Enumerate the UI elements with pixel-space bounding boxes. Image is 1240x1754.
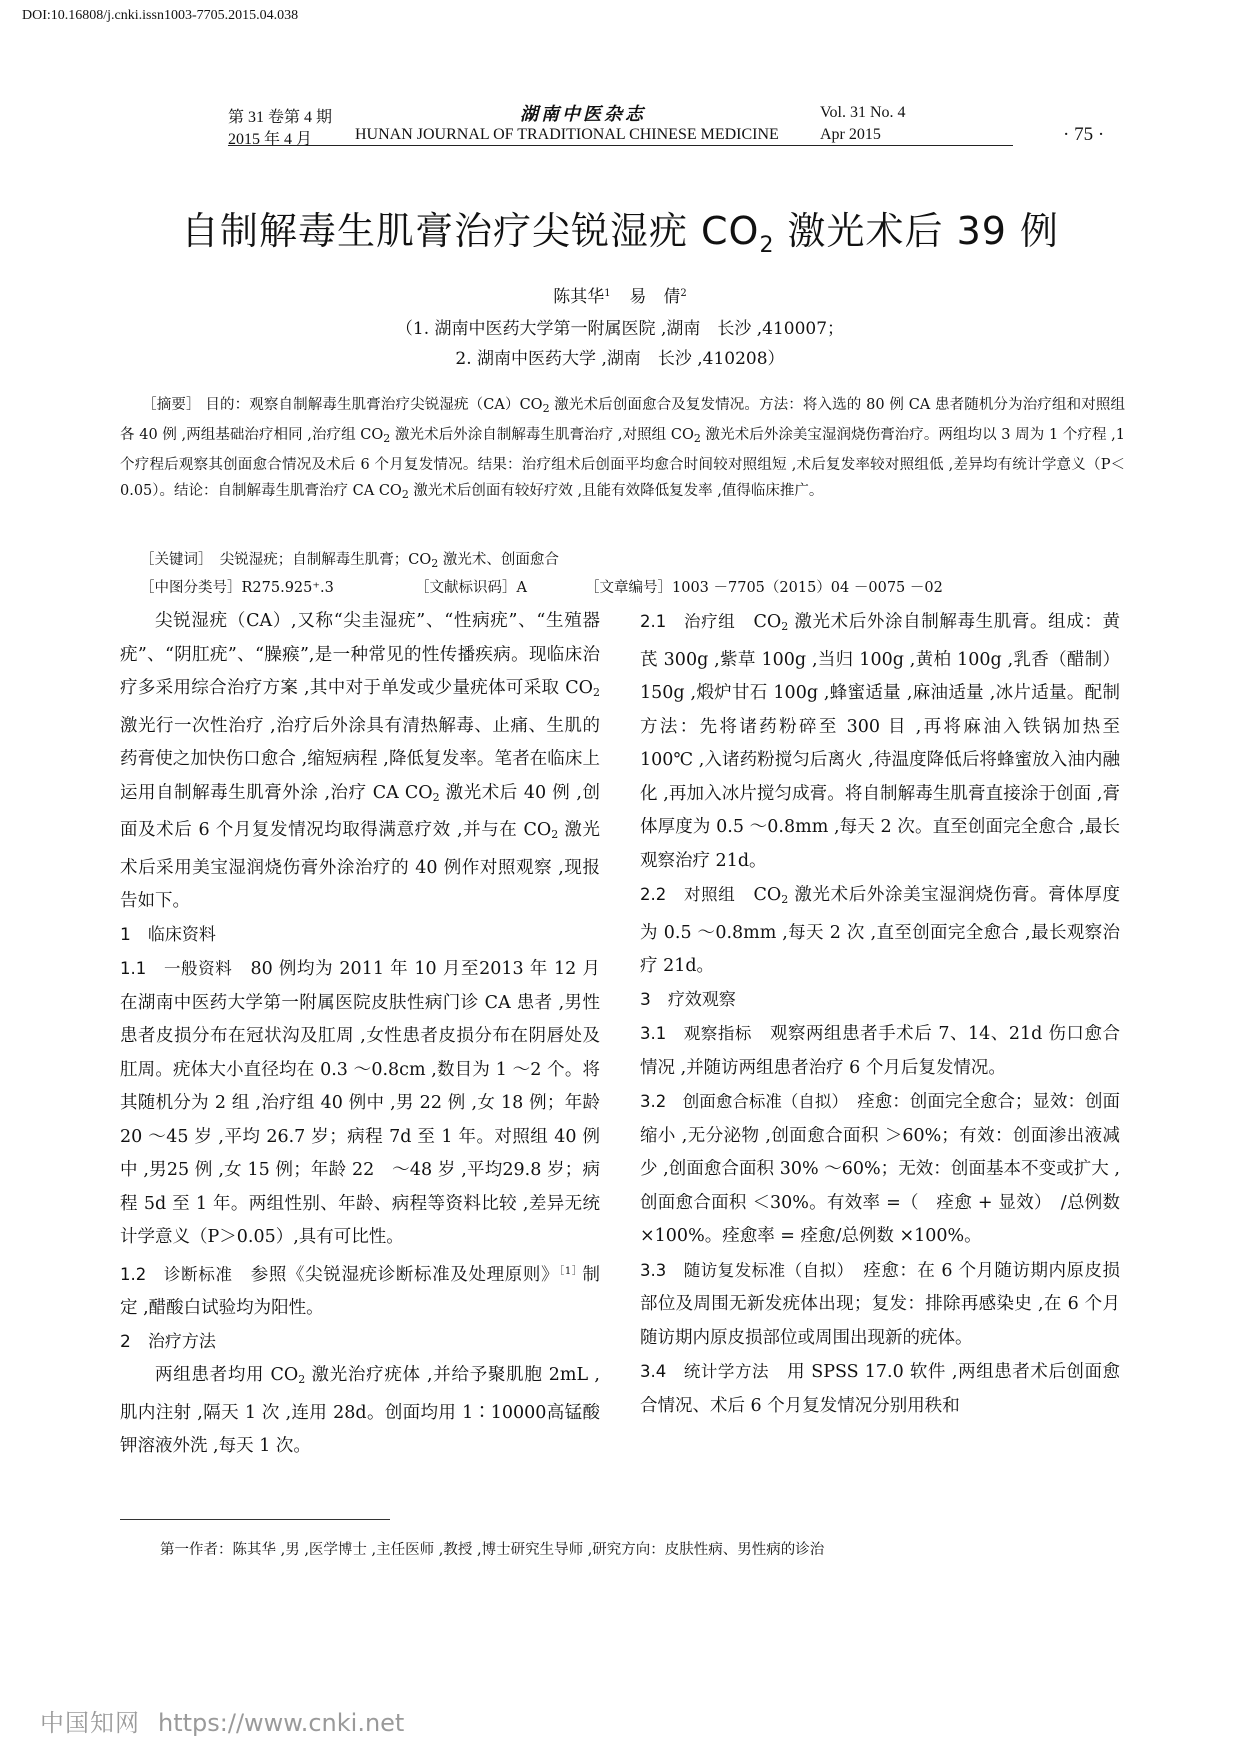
section-3-2-text: 痊愈：创面完全愈合；显效：创面缩小 ,无分泌物 ,创面愈合面积 ＞60%；有效：创面渗出液减少 ,创面愈合面积 30% ～60%；无效：创面基本不变或扩大 ,创面愈合面积 ＜30%。有效率 =（ 痊愈 + 显效） /总例数 ×100%。痊愈率 = 痊愈/总例数 ×100%。 [640,1092,1120,1246]
abstract-text: 目的：观察自制解毒生肌膏治疗尖锐湿疣（CA）CO [200,397,543,413]
section-3-4-heading: 3.4 统计学方法 [640,1362,770,1381]
section-2-text: 两组患者均用 CO [155,1365,299,1385]
author-2: 易 倩 [629,287,681,307]
abstract-text: 激光术后创面有较好疗效 ,且能有效降低复发率 ,值得临床推广。 [408,483,824,499]
cnki-logo: 中国知网 [40,1709,140,1737]
header-date-cn: 2015 年 4 月 [228,131,313,148]
classification-code: ［中图分类号］R275.925⁺.3 [140,580,334,596]
section-3-4-text: 用 SPSS 17.0 软件 ,两组患者术后创面愈合情况、术后 6 个月复发情况分别用秩和 [640,1362,1120,1416]
intro-paragraph: 尖锐湿疣（CA）,又称“尖圭湿疣”、“性病疣”、“生殖器疣”、“阴肛疣”、“臊瘊”,是一种常见的性传播疾病。现临床治疗多采用综合治疗方案 ,其中对于单发或少量疣体可采取 $CO_2$ 激光行一次性治疗 ,治疗后外涂具有清热解毒、止痛、生肌的药膏使之加快伤口愈合 ,缩短病程 ,降低复发率。笔者在临床上运用自制解毒生肌膏外涂 ,治疗 CA $CO_2$ 激光术后 40 例 ,创面及术后 6 个月复发情况均取得满意疗效 ,并与在 $CO_2$ 激光术后采用美宝湿润烧伤膏外涂治疗的 40 例作对照观察 ,现报告如下。 [120,611,600,911]
article-title [0,200,1240,258]
title-text-end: 激光术后 39 例 [774,209,1060,253]
section-2-1-text: CO [735,612,782,632]
section-2-paragraph: 两组患者均用 $CO_2$ 激光治疗疣体 ,并给予聚肌胞 2mL ,肌内注射 ,隔天 1 次 ,连用 28d。创面均用 1∶10000高锰酸钾溶液外洗 ,每天 1 次。 [120,1365,600,1456]
header-date-en: Apr 2015 [820,126,881,143]
document-code: ［文献标识码］A [415,580,527,596]
intro-text: 激光术后 40 例 ,创面及术后 6 个月复发情况均取得满意疗效 ,并与在 CO [120,782,600,840]
section-1-2-heading: 1.2 诊断标准 [120,1264,233,1284]
cnki-watermark [40,1703,404,1738]
section-3-3 [640,1254,1120,1356]
section-2-2-text: 激光术后外涂美宝湿润烧伤膏。膏体厚度为 0.5 ～0.8mm ,每天 2 次 ,直至创面完全愈合 ,最长观察治疗 21d。 [640,885,1120,976]
section-3-3-heading: 3.3 随访复发标准（自拟） [640,1260,846,1280]
cnki-url: https://www.cnki.net [158,1709,405,1737]
header-volume-cn: 第 31 卷第 4 期 [228,109,333,126]
abstract: ［摘要］ 目的：观察自制解毒生肌膏治疗尖锐湿疣$(CA)CO_2$ 激光术后创面愈合及复发情况。方法：将入选的 80 例 CA 患者随机分为治疗组和对照组各 40 例 ,两组基础治疗相同 ,治疗组 $CO_2$ 激光术后外涂自制解毒生肌膏治疗 ,对照组 $CO_2$ 激光术后外涂美宝湿润烧伤膏治疗。两组均以 3 周为 1 个疗程 ,1 个疗程后观察其创面愈合情况及术后 6 个月复发情况。结果：治疗组术后创面平均愈合时间较对照组短 ,术后复发率较对照组低 ,差异均有统计学意义（P＜0.05）。结论：自制解毒生肌膏治疗 CA $CO_2$ 激光术后创面有较好疗效 ,且能有效降低复发率 ,值得临床推广。 [120,397,1126,501]
author-1-affil: 1 [604,288,611,299]
intro-text: 尖锐湿疣（CA）,又称“尖圭湿疣”、“性病疣”、“生殖器疣”、“阴肛疣”、“臊瘊”,是一种常见的性传播疾病。现临床治疗多采用综合治疗方案 ,其中对于单发或少量疣体可采取 CO [120,611,600,698]
abstract-label: ［摘要］ [142,397,201,413]
section-1-2 [120,1255,600,1326]
affiliation-2: 2. 湖南中医药大学 ,湖南 长沙 ,410208） [455,349,785,369]
intro-text: 激光术后采用美宝湿润烧伤膏外涂治疗的 40 例作对照观察 ,现报告如下。 [120,820,600,911]
section-2-1: 2.1 治疗组 $CO_2$ 激光术后外涂自制解毒生肌膏。组成：黄芪 300g ,紫草 100g ,当归 100g ,黄柏 100g ,乳香（醋制）150g ,煅炉甘石 100g ,蜂蜜适量 ,麻油适量 ,冰片适量。配制方法：先将诸药粉碎至 300 目 ,再将麻油入铁锅加热至 100℃ ,入诸药粉搅匀后离火 ,待温度降低后将蜂蜜放入油内融化 ,再加入冰片搅匀成膏。将自制解毒生肌膏直接涂于创面 ,膏体厚度为 0.5 ～0.8mm ,每天 2 次。直至创面完全愈合 ,最长观察治疗 21d。 [640,612,1120,871]
section-3-1 [640,1017,1120,1085]
section-1-1 [120,952,600,1255]
author-2-affil: 2 [680,288,687,299]
footnote: 第一作者：陈其华 ,男 ,医学博士 ,主任医师 ,教授 ,博士研究生导师 ,研究方向：皮肤性病、男性病的诊治 [160,1542,825,1558]
section-3-1-text: 观察两组患者手术后 7、14、21d 伤口愈合情况 ,并随访两组患者治疗 6 个月后复发情况。 [640,1024,1120,1078]
abstract-text: 激光术后外涂自制解毒生肌膏治疗 ,对照组 CO [390,427,694,443]
header-journal-logo: 湖南中医杂志 [520,104,646,125]
keywords-text: 尖锐湿疣；自制解毒生肌膏；CO [205,552,432,568]
intro-text: 激光行一次性治疗 ,治疗后外涂具有清热解毒、止痛、生肌的药膏使之加快伤口愈合 ,缩短病程 ,降低复发率。笔者在临床上运用自制解毒生肌膏外涂 ,治疗 CA CO [120,715,600,803]
footnote-rule [120,1519,390,1520]
left-column [120,605,600,1464]
affiliation-1: （1. 湖南中医药大学第一附属医院 ,湖南 长沙 ,410007； [395,319,845,339]
section-2-2-heading: 2.2 对照组 [640,885,736,904]
abstract-text: 激光术后外涂美宝湿润烧伤膏治疗。两组均以 3 周为 1 个疗程 ,1 个疗程后观察其创面愈合情况及术后 6 个月复发情况。结果：治疗组术后创面平均愈合时间较对照组短 ,术后复发率较对照组低 ,差异均有统计学意义（P＜0.05）。结论：自制解毒生肌膏治疗 CA CO [120,427,1125,499]
article-number: ［文章编号］1003 －7705（2015）04 －0075 －02 [585,580,943,596]
header-volume-en: Vol. 31 No. 4 [820,104,906,121]
section-2-2: 2.2 对照组 $CO_2$ 激光术后外涂美宝湿润烧伤膏。膏体厚度为 0.5 ～0.8mm ,每天 2 次 ,直至创面完全愈合 ,最长观察治疗 21d。 [640,885,1120,976]
section-1-1-heading: 1.1 一般资料 [120,959,233,978]
header-rule [228,145,1013,146]
section-3-1-heading: 3.1 观察指标 [640,1024,752,1043]
reference-marker: ［1］ [559,1265,583,1277]
section-1-1-text: 80 例均为 2011 年 10 月至2013 年 12 月在湖南中医药大学第一附属医院皮肤性病门诊 CA 患者 ,男性患者皮损分布在冠状沟及肛周 ,女性患者皮损分布在阴唇处及肛周。疣体大小直径均在 0.3 ～0.8cm ,数目为 1 ～2 个。将其随机分为 2 组 ,治疗组 40 例中 ,男 22 例 ,女 18 例；年龄20 ～45 岁 ,平均 26.7 岁；病程 7d 至 1 年。对照组 40 例中 ,男25 例 ,女 15 例；年龄 22 ～48 岁 ,平均29.8 岁；病程 5d 至 1 年。两组性别、年龄、病程等资料比较 ,差异无统计学意义（P＞0.05）,具有可比性。 [120,959,600,1247]
section-3-2-heading: 3.2 创面愈合标准（自拟） [640,1092,840,1111]
page-number: · 75 · [1063,124,1105,145]
section-2-1-text: 激光术后外涂自制解毒生肌膏。组成：黄芪 300g ,紫草 100g ,当归 100g ,黄柏 100g ,乳香（醋制）150g ,煅炉甘石 100g ,蜂蜜适量 ,麻油适量 ,冰片适量。配制方法：先将诸药粉碎至 300 目 ,再将麻油入铁锅加热至 100℃ ,入诸药粉搅匀后离火 ,待温度降低后将蜂蜜放入油内融化 ,再加入冰片搅匀成膏。将自制解毒生肌膏直接涂于创面 ,膏体厚度为 0.5 ～0.8mm ,每天 2 次。直至创面完全愈合 ,最长观察治疗 21d。 [640,612,1120,871]
section-3-4 [640,1355,1120,1423]
section-3-3-text: 痊愈：在 6 个月随访期内原皮损部位及周围无新发疣体出现；复发：排除再感染史 ,在 6 个月随访期内原皮损部位或周围出现新的疣体。 [640,1260,1120,1348]
keywords: ［关键词］ 尖锐湿疣；自制解毒生肌膏；$CO_2$ 激光术、创面愈合 [140,552,559,570]
header-journal-en: HUNAN JOURNAL OF TRADITIONAL CHINESE MEDICINE [355,126,779,143]
keywords-label: ［关键词］ [140,552,206,568]
authors [0,282,1240,307]
right-column [640,605,1120,1423]
abstract-text: 激光术后创面愈合及复发情况。方法：将入选的 80 例 CA 患者随机分为治疗组和对照组各 40 例 ,两组基础治疗相同 ,治疗组 CO [120,397,1126,443]
title-text: 自制解毒生肌膏治疗尖锐湿疣 CO [180,209,760,253]
title-subscript: 2 [759,233,775,258]
section-1-2-text: 制定 ,醋酸白试验均为阳性。 [120,1264,600,1318]
section-3-heading: 3 疗效观察 [640,989,736,1010]
doi-line: DOI:10.16808/j.cnki.issn1003-7705.2015.04.038 [22,8,299,23]
section-2-2-text: CO [735,885,782,905]
section-2-text: 激光治疗疣体 ,并给予聚肌胞 2mL ,肌内注射 ,隔天 1 次 ,连用 28d。创面均用 1∶10000高锰酸钾溶液外洗 ,每天 1 次。 [120,1365,600,1456]
section-2-heading: 2 治疗方法 [120,1331,216,1352]
keywords-text: 激光术、创面愈合 [438,552,559,568]
section-1-2-text: 参照《尖锐湿疣诊断标准及处理原则》 [232,1264,560,1285]
section-2-1-heading: 2.1 治疗组 [640,612,736,631]
author-1: 陈其华 [553,287,605,307]
section-3-2 [640,1085,1120,1254]
section-1-heading: 1 临床资料 [120,924,216,945]
